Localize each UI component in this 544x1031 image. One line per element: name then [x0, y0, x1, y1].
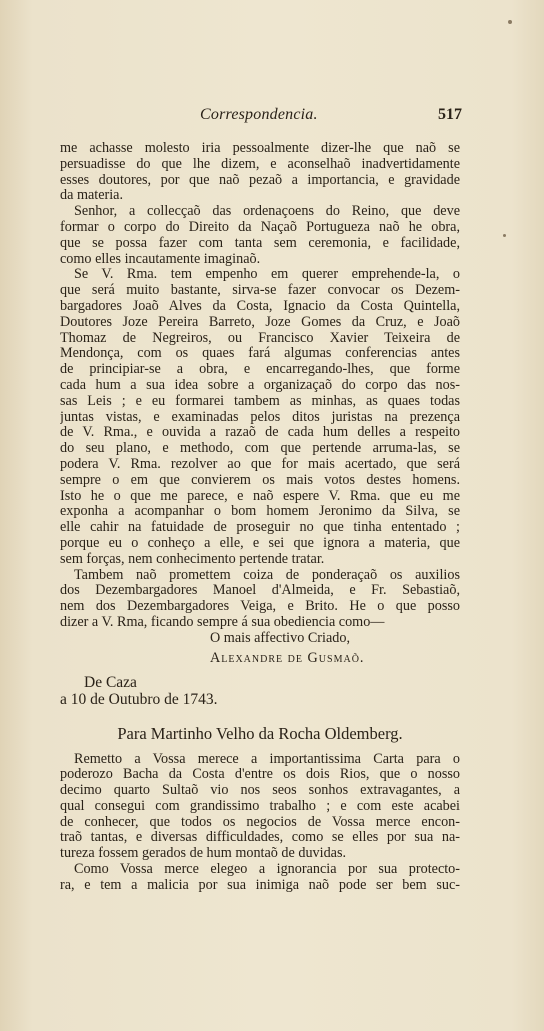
text-line: nem dos Dezembargadores Veiga, e Brito. He o que posso	[60, 599, 460, 615]
text-line: dizer a V. Rma, ficando sempre á sua obediencia como—	[60, 614, 385, 630]
text-line: Senhor, a collecçaõ das ordenaçoens do Reino, que deve	[74, 204, 460, 220]
text-line: Se V. Rma. tem empenho em querer emprehende-la, o	[74, 267, 460, 283]
text-line: cada hum a sua idea sobre a organizaçaõ do corpo das nos-	[60, 377, 460, 393]
text-line: exponha a acompanhar o bom homem Jeronimo da Silva, se	[60, 504, 460, 520]
closing-line: O mais affectivo Criado,	[210, 629, 350, 646]
place-line: De Caza	[84, 673, 137, 691]
text-line: poderozo Bacha da Costa d'entre os dois Rios, que o nosso	[60, 767, 460, 783]
text-line: sem forças, nem conhecimento pertende tratar.	[60, 551, 325, 567]
letter1-paragraph-4	[60, 568, 460, 631]
text-line: de V. Rma., e ouvida a razaõ de cada hum delles a respeito	[60, 425, 460, 441]
text-line: decimo quarto Sultaõ vio nos seos sonhos extravagantes, a	[60, 783, 460, 799]
text-line: que será muito bastante, sirva-se fazer convocar os Dezem-	[60, 283, 460, 299]
text-line: tureza fossem gerados de hum montaõ de duvidas.	[60, 846, 347, 862]
letter1-paragraph-1	[60, 141, 460, 204]
text-line: que se possa fazer com tanta sem ceremonia, e facilidade,	[60, 235, 460, 251]
text-line: traõ tantas, e diversas difficuldades, como se elles por sua na-	[60, 830, 460, 846]
page-number: 517	[438, 106, 462, 123]
letter1-paragraph-3	[60, 267, 460, 567]
text-line: Como Vossa merce elegeo a ignorancia por sua protecto-	[74, 862, 460, 878]
text-line: Thomaz de Negreiros, ou Francisco Xavier Teixeira de	[60, 330, 460, 346]
text-line: da materia.	[60, 188, 124, 204]
text-line: de principiar-se a obra, e encarregando-lhes, que forme	[60, 362, 460, 378]
paper-speck	[503, 234, 506, 237]
text-line: me achasse molesto iria pessoalmente dizer-lhe que naõ se	[60, 141, 460, 156]
running-head: Correspondencia.	[200, 106, 318, 123]
text-line: Mendonça, com os quaes fará algumas conferencias antes	[60, 346, 460, 362]
text-line: do seu plano, e methodo, com que pertende arruma-las, se	[60, 441, 460, 457]
text-line: como elles incautamente imaginaõ.	[60, 251, 261, 267]
text-line: Isto he o que me parece, e naõ espere V. Rma. que eu me	[60, 488, 460, 504]
text-line: Doutores Joze Pereira Barreto, Joze Gomes da Cruz, e Joaõ	[60, 314, 460, 330]
text-line: sas Leis ; e eu formarei tambem as minhas, as quaes todas	[60, 393, 460, 409]
letter2-paragraph-2	[60, 862, 460, 894]
letter2-paragraph-1	[60, 752, 460, 863]
signature: Alexandre de Gusmaõ.	[210, 649, 365, 666]
date-line: a 10 de Outubro de 1743.	[60, 690, 218, 708]
text-line: esses doutores, por que naõ pezaõ a importancia, e gravidade	[60, 172, 460, 188]
paper-speck	[508, 20, 512, 24]
text-line: sempre o em que convierem os mais votos destes homens.	[60, 472, 460, 488]
text-line: Remetto a Vossa merece a importantissima Carta para o	[74, 751, 460, 767]
text-line: dos Dezembargadores Manoel d'Almeida, e Fr. Sebastiaõ,	[60, 583, 460, 599]
text-line: Tambem naõ promettem coiza de ponderaçaõ os auxilios	[74, 567, 460, 583]
text-line: porque eu o conheço a elle, e sei que ignora a materia, que	[60, 535, 460, 551]
text-line: qual consegui com grandissimo trabalho ; e com este acabei	[60, 798, 460, 814]
text-line: persuadisse do que lhe dizem, e aconselhaõ inadvertidamente	[60, 156, 460, 172]
text-line: juntas vistas, e examinadas pelos ditos juristas na prezença	[60, 409, 460, 425]
letter-heading: Para Martinho Velho da Rocha Oldemberg.	[117, 723, 403, 743]
text-line: ra, e tem a malicia por sua inimiga naõ pode ser bem suc-	[60, 877, 460, 893]
letter1-paragraph-2	[60, 204, 460, 267]
text-line: bargadores Joaõ Alves da Costa, Ignacio da Costa Quintella,	[60, 298, 460, 314]
text-line: formar o corpo do Direito da Naçaõ Portugueza naõ he obra,	[60, 219, 460, 235]
body-text	[60, 141, 460, 894]
text-line: podera V. Rma. rezolver ao que for mais acertado, que será	[60, 456, 460, 472]
text-line: elle cahir na fatuidade de proseguir no que tinha ententado ;	[60, 520, 460, 536]
text-line: de conhecer, que todos os negocios de Vossa merce encon-	[60, 814, 460, 830]
page-header	[60, 106, 460, 130]
